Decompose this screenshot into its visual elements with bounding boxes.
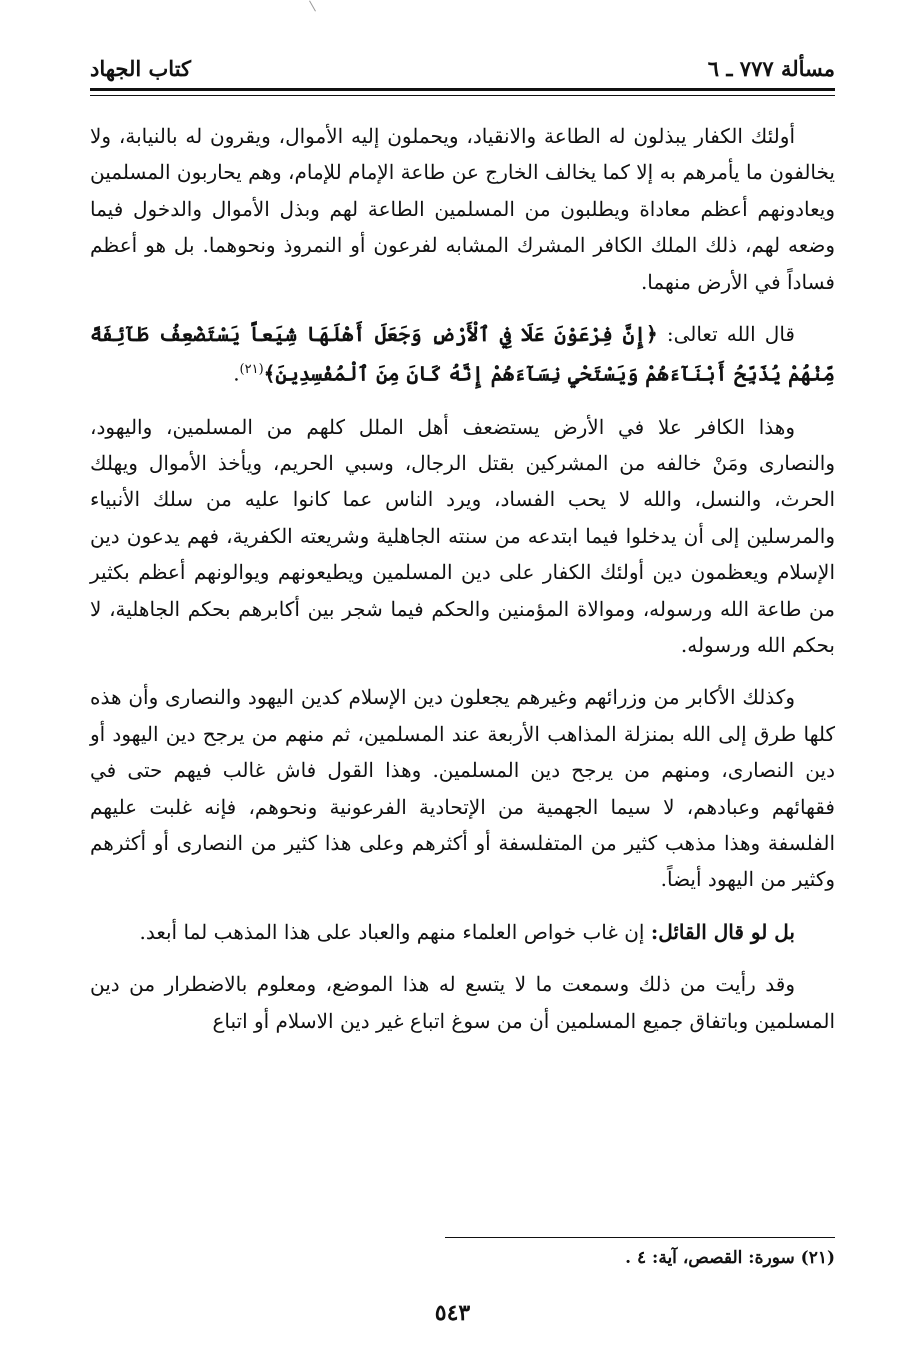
paragraph-1: أولئك الكفار يبذلون له الطاعة والانقياد، ويحملون إليه الأموال، ويقرون له بالنيابة، ولا يخالفون ما يأمرهم به إلا كما يخالف الخارج عن طاعة الإمام للإمام، وهم يحاربون المسلمين ويعادونهم أعظم معاداة ويطلبون من المسلمين الطاعة لهم وبذل الأموال والدخول فيما وضعه لهم، ذلك الملك الكافر المشرك المشابه لفرعون أو النمروذ ونحوهما. بل هو أعظم فساداً في الأرض منهما. <box>90 124 836 294</box>
quran-intro: قال الله تعالى: <box>666 322 795 347</box>
page-number: ٥٤٣ <box>434 1300 471 1326</box>
paragraph-5-rest: إن غاب خواص العلماء منهم والعباد على هذا المذهب لما أبعد. <box>139 919 645 944</box>
paragraph-6: وقد رأيت من ذلك وسمعت ما لا يتسع له هذا الموضع، ومعلوم بالاضطرار من دين المسلمين وباتفاق جميع المسلمين أن من سوغ اتباع غير دين الاسلام أو اتباع <box>90 972 835 1033</box>
paragraph-5 <box>90 914 835 950</box>
paragraph-3: وهذا الكافر علا في الأرض يستضعف أهل الملل كلهم من المسلمين، واليهود، والنصارى ومَنْ خالفه من المشركين بقتل الرجال، وسبي الحريم، ويأخذ الأموال ويهلك الحرث، والنسل، والله لا يحب الفساد، ويرد الناس عما كانوا عليه من سلك الأنبياء والمرسلين إلى أن يدخلوا فيما ابتدعه من سنته الجاهلية وشريعته الكفرية، فهم يدعون دين الإسلام ويعظمون دين أولئك الكفار على دين المسلمين ويطيعونهم ويوالونهم أعظم بكثير من طاعة الله ورسوله، وموالاة المؤمنين والحكم فيما شجر بين أكابرهم بحكم الجاهلية، لا بحكم الله ورسوله. <box>90 414 835 657</box>
footnote-rule <box>445 1237 835 1238</box>
footnote: (٢١) سورة: القصص، آية: ٤ . <box>625 1248 835 1268</box>
quran-verse: ﴿إِنَّ فِرْعَوْنَ عَلَا فِي ٱلْأَرْضِ وَجَعَلَ أَهْلَهَا شِيَعاً يَسْتَضْعِفُ طَآئِفَةً مِّنْهُمْ يُذَبِّحُ أَبْنَآءَهُمْ وَيَسْتَحْيِ نِسَآءَهُمْ إِنَّهُ كَانَ مِنَ ٱلْمُفْسِدِينَ﴾ <box>90 322 835 387</box>
paragraph-2 <box>90 316 835 392</box>
verse-end: . <box>233 362 240 387</box>
footnote-reference: (٢١) <box>239 362 264 378</box>
running-header <box>90 50 835 88</box>
issue-label: مسألة ٧٧٧ ـ ٦ <box>707 56 835 81</box>
paragraph-5-lead: بل لو قال القائل: <box>650 919 795 944</box>
main-text <box>90 118 835 1039</box>
book-title: كتاب الجهاد <box>90 56 192 81</box>
header-rule-thin <box>90 95 835 96</box>
paragraph-4: وكذلك الأكابر من وزرائهم وغيرهم يجعلون دين الإسلام كدين اليهود والنصارى وأن هذه كلها طرق إلى الله بمنزلة المذاهب الأربعة عند المسلمين، ثم منهم من يرجح دين اليهود أو دين النصارى، ومنهم من يرجح دين المسلمين. وهذا القول فاش غالب فيهم حتى في فقهائهم وعبادهم، لا سيما الجهمية من الإتحادية الفرعونية ونحوهم، فإنه غلبت عليهم الفلسفة وهذا مذهب كثير من المتفلسفة أو أكثرهم وعلى هذا كثير من النصارى أو أكثرهم وكثير من اليهود أيضاً. <box>90 685 835 892</box>
header-rule-thick <box>90 88 835 91</box>
scan-mark <box>309 1 316 12</box>
